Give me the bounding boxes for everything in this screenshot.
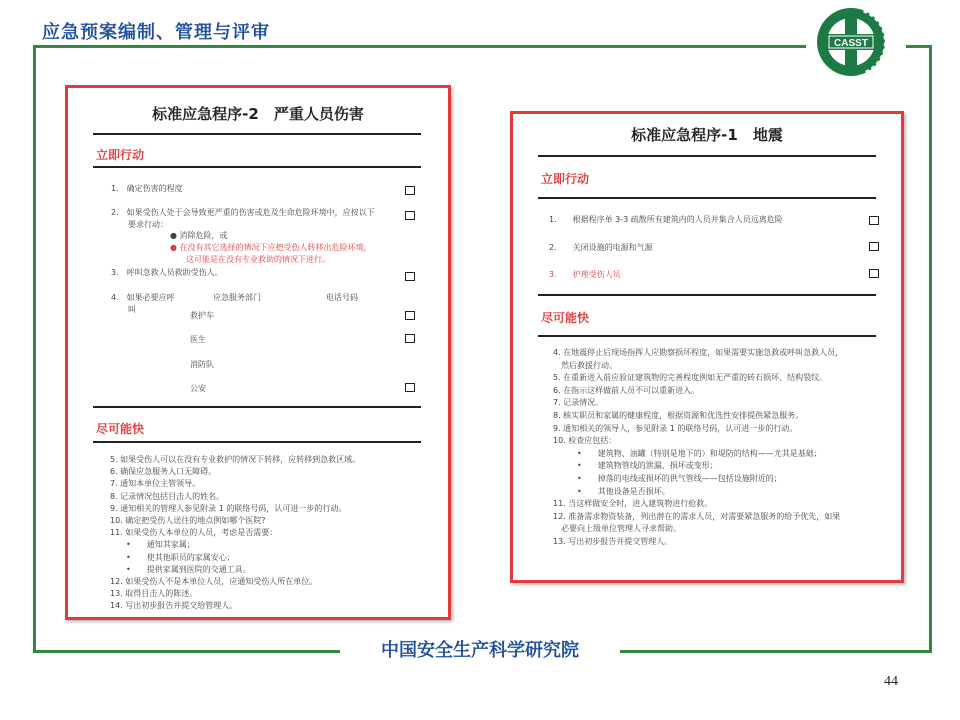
slide-title: 应急预案编制、管理与评审 [42, 22, 270, 43]
list-item: 12. 准备需求物资装备，列出潜在的需求人员，对需要紧急服务的给予优先，如果 [553, 511, 841, 521]
checkbox[interactable] [405, 334, 415, 343]
step-4: 4. 如果必要应呼 [111, 293, 175, 302]
divider [93, 441, 421, 443]
checkbox[interactable] [869, 269, 879, 278]
service-ambulance: 救护车 [190, 311, 214, 320]
list-item: 9. 通知相关的管理人参见附录 1 的联络号码，认可进一步的行动。 [110, 503, 347, 513]
divider [538, 155, 876, 157]
list-item: • 建筑物管线的泄漏、损坏或变形； [553, 461, 718, 471]
casst-logo [806, 2, 906, 82]
service-fire: 消防队 [190, 360, 214, 369]
svg-text:CASST: CASST [834, 38, 868, 49]
col-header-phone: 电话号码 [326, 293, 358, 302]
checkbox[interactable] [405, 383, 415, 392]
asap-list [110, 454, 360, 613]
list-item: 7. 记录情况。 [553, 398, 604, 408]
checkbox[interactable] [869, 242, 879, 251]
doc-title: 标准应急程序-2 严重人员伤害 [152, 105, 364, 123]
list-item: • 使其他职员的家属安心； [110, 552, 235, 562]
step-2-bullet: ● 消除危险，或 [170, 231, 228, 240]
section-immediate-action: 立即行动 [541, 172, 590, 186]
list-item: • 提供家属到医院的交通工具。 [110, 564, 251, 574]
step-2: 2. 关闭设施的电源和气源 [549, 243, 653, 252]
divider [93, 166, 421, 168]
service-doctor: 医生 [190, 335, 206, 344]
step-1: 1. 确定伤害的程度 [111, 184, 183, 193]
list-item: 8. 核实职员和家属的健康程度，根据资源和优选性安排提供紧急服务。 [553, 410, 804, 420]
step-2-bullet-red: ● 在没有其它选择的情况下应把受伤人转移出危险环境， [170, 243, 372, 252]
section-asap: 尽可能快 [541, 311, 590, 325]
checkbox[interactable] [405, 186, 415, 195]
step-1: 1. 根据程序单 3-3 疏散所有建筑内的人员并集合人员远离危险 [549, 215, 783, 224]
list-item: 4. 在地震停止后现场指挥人应勘察损坏程度，如果需要实施急救或呼叫急救人员， [553, 348, 844, 357]
section-immediate-action: 立即行动 [96, 148, 145, 162]
list-item: 12. 如果受伤人不是本单位人员，应通知受伤人所在单位。 [110, 577, 318, 587]
divider [538, 294, 876, 296]
list-item: 必要向上级单位管理人寻求帮助。 [553, 524, 681, 534]
doc-title: 标准应急程序-1 地震 [631, 126, 783, 144]
list-item: 6. 确保应急服务入口无障碍。 [110, 467, 217, 477]
asap-list [553, 347, 843, 549]
divider [93, 406, 421, 408]
divider [93, 133, 421, 135]
page-number: 44 [884, 674, 898, 689]
divider [538, 335, 876, 337]
step-3: 3. 呼叫急救人员救助受伤人。 [111, 268, 223, 277]
list-item: • 通知其家属； [110, 540, 195, 550]
step-2-bullet-red-cont: 这可能是在没有专业救助的情况下进行。 [186, 255, 330, 264]
list-item: 10. 确定把受伤人送往的地点例如哪个医院? [110, 516, 266, 526]
list-item: 5. 在重新进入前应验证建筑物的完善程度例如无严重的砖石损坏、结构裂纹。 [553, 373, 828, 383]
step-4-cont: 叫 [128, 305, 136, 314]
list-item: 9. 通知相关的领导人，参见附录 1 的联络号码，认可进一步的行动。 [553, 423, 798, 433]
list-item: 8. 记录情况包括目击人的姓名。 [110, 491, 225, 501]
checkbox[interactable] [405, 272, 415, 281]
step-3: 3. 护理受伤人员 [549, 270, 621, 279]
list-item: • 掉落的电线或损坏的供气管线——包括设施附近的； [553, 473, 782, 483]
service-police: 公安 [190, 384, 206, 393]
list-item: 11. 当这样做安全时，进入建筑物进行抢救。 [553, 499, 713, 509]
document-serious-injury [65, 85, 451, 620]
checkbox[interactable] [405, 211, 415, 220]
list-item: 6. 在指示这样做前人员不可以重新进入。 [553, 385, 700, 395]
slide-footer: 中国安全生产科学研究院 [340, 636, 620, 662]
divider [538, 197, 876, 199]
list-item: 13. 取得目击人的陈述。 [110, 589, 198, 599]
list-item: 11. 如果受伤人本单位的人员，考虑是否需要： [110, 528, 278, 538]
section-asap: 尽可能快 [96, 422, 145, 436]
list-item: 然后救援行动。 [553, 360, 617, 370]
step-2-cont: 要求行动： [128, 220, 168, 229]
step-2: 2. 如果受伤人处于会导致更严重的伤害或危及生命危险环境中，应按以下 [111, 208, 375, 217]
list-item: 14. 写出初步报告并提交给管理人。 [110, 601, 238, 611]
list-item: 5. 如果受伤人可以在没有专业救护的情况下转移，应转移到急救区域。 [110, 455, 361, 464]
list-item: 13. 写出初步报告并提交管理人。 [553, 536, 673, 546]
list-item: • 建筑物、油罐（特别是地下的）和堤防的结构——尤其是基础； [553, 448, 822, 458]
document-earthquake [510, 111, 904, 583]
checkbox[interactable] [405, 311, 415, 320]
list-item: 10. 检查应包括： [553, 436, 617, 446]
list-item: 7. 通知本单位主管领导。 [110, 479, 201, 489]
checkbox[interactable] [869, 216, 879, 225]
list-item: • 其他设备是否损坏。 [553, 486, 670, 496]
col-header-service: 应急服务部门 [213, 293, 261, 302]
